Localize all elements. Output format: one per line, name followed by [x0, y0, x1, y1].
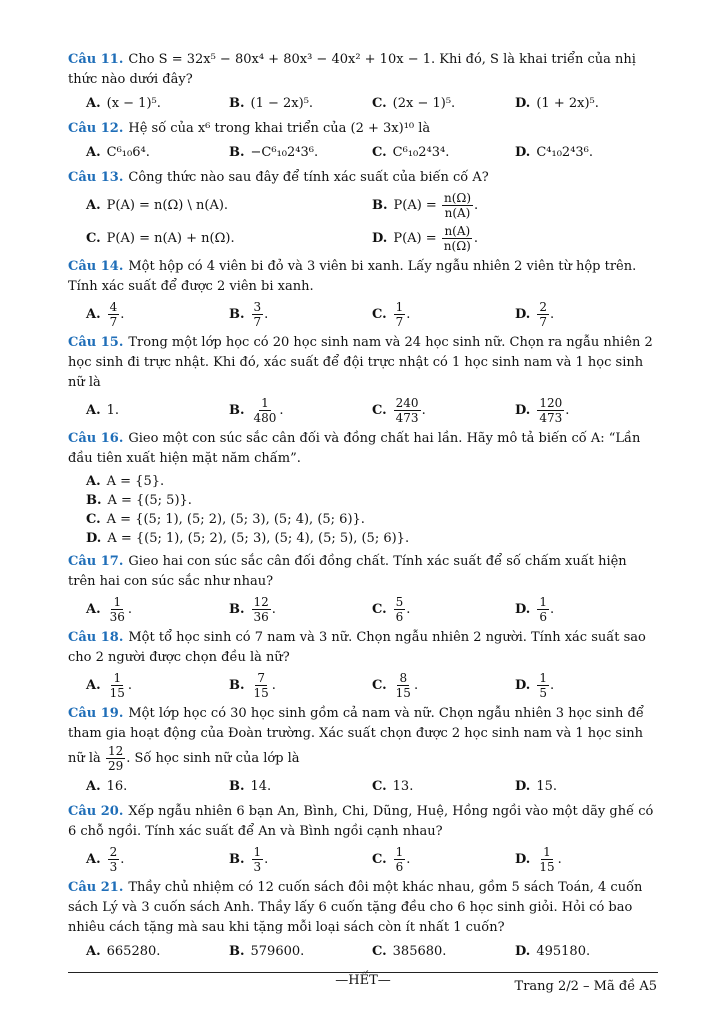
- fraction: [537, 671, 549, 700]
- option-letter: B.: [229, 851, 245, 867]
- numerator: 120: [539, 396, 563, 410]
- option-text: 16.: [106, 779, 128, 794]
- option-suffix: .: [557, 851, 562, 867]
- option-a: [86, 671, 229, 700]
- option-letter: A.: [86, 779, 101, 794]
- option-suffix: .: [474, 197, 479, 213]
- option-d: [515, 142, 658, 164]
- option-c: [372, 941, 515, 963]
- option-d: [515, 595, 658, 624]
- option-prefix: P(A) =: [393, 230, 437, 246]
- option-prefix: P(A) =: [393, 197, 437, 213]
- fraction: [394, 595, 406, 624]
- option-text: P(A) = n(Ω) \ n(A).: [106, 197, 229, 213]
- option-letter: A.: [86, 145, 101, 160]
- question-text-continued: . Số học sinh nữ của lớp là: [126, 751, 300, 766]
- option-c: [372, 300, 515, 329]
- numerator: n(A): [444, 224, 471, 238]
- option-b: [229, 845, 372, 874]
- option-text: 1.: [106, 402, 120, 418]
- option-c: [86, 224, 372, 253]
- option-d: [515, 671, 658, 700]
- option-c: [372, 142, 515, 164]
- numerator: 1: [395, 300, 404, 314]
- option-letter: D.: [515, 944, 531, 959]
- option-d: [372, 224, 658, 253]
- option-text: 15.: [536, 779, 558, 794]
- option-text: −C⁶₁₀2⁴3⁶.: [250, 145, 319, 160]
- denominator: 6: [395, 610, 404, 624]
- footer-divider: [68, 972, 658, 973]
- options-13-row1: [68, 191, 658, 220]
- option-letter: B.: [229, 145, 245, 160]
- options-11: [68, 93, 658, 115]
- page-footer: Trang 2/2 – Mã đề A5: [514, 979, 657, 994]
- question-text: Công thức nào sau đây để tính xác suất của biến cố A?: [128, 170, 489, 185]
- option-c: [86, 510, 658, 529]
- fraction: [252, 671, 271, 700]
- option-letter: A.: [86, 197, 101, 213]
- question-label: Câu 19.: [68, 706, 124, 721]
- option-suffix: .: [279, 402, 284, 418]
- option-letter: D.: [372, 230, 388, 246]
- option-text: A = {5}.: [106, 474, 165, 489]
- option-a: [86, 191, 372, 220]
- denominator: 36: [109, 610, 125, 624]
- options-14: [68, 300, 658, 329]
- option-a: [86, 396, 229, 425]
- denominator: n(A): [444, 206, 471, 220]
- option-letter: B.: [86, 493, 102, 508]
- question-text: Trong một lớp học có 20 học sinh nam và 24 học sinh nữ. Chọn ra ngẫu nhiên 2 học sinh đi trực nhật. Khi đó, xác suất để đội trực nhật có 1 học sinh nam và 1 học sinh nữ là: [68, 335, 653, 390]
- option-d: [515, 845, 658, 874]
- option-text: (1 − 2x)⁵.: [250, 96, 314, 111]
- question-text: Gieo một con súc sắc cân đối và đồng chất hai lần. Hãy mô tả biến cố A: “Lần đầu tiên xuất hiện mặt năm chấm”.: [68, 431, 641, 466]
- fraction: [442, 191, 473, 220]
- numerator: 1: [253, 845, 262, 859]
- option-a: [86, 595, 229, 624]
- option-letter: D.: [515, 96, 531, 111]
- option-suffix: .: [120, 306, 125, 322]
- option-letter: C.: [372, 677, 387, 693]
- option-suffix: .: [120, 851, 125, 867]
- end-marker: —HẾT—: [335, 973, 391, 988]
- option-suffix: .: [264, 851, 269, 867]
- question-label: Câu 17.: [68, 554, 124, 569]
- option-text: P(A) = n(A) + n(Ω).: [106, 230, 235, 246]
- option-letter: B.: [229, 601, 245, 617]
- question-text: Thầy chủ nhiệm có 12 cuốn sách đôi một khác nhau, gồm 5 sách Toán, 4 cuốn sách Lý và 3 cuốn sách Anh. Thầy lấy 6 cuốn tặng đều cho 6 học sinh giỏi. Hỏi có bao nhiêu cách tặng mà sau khi tặng mỗi loại sách còn ít nhất 1 cuốn?: [68, 880, 643, 935]
- numerator: 7: [257, 671, 265, 685]
- question-19: [68, 704, 658, 773]
- option-b: [229, 776, 372, 798]
- denominator: 3: [253, 860, 262, 874]
- option-text: 385680.: [392, 944, 447, 959]
- option-b: [229, 671, 372, 700]
- fraction: [442, 224, 473, 253]
- option-letter: D.: [515, 851, 531, 867]
- option-letter: B.: [229, 677, 245, 693]
- question-label: Câu 11.: [68, 52, 124, 67]
- option-text: A = {(5; 1), (5; 2), (5; 3), (5; 4), (5; 6)}.: [106, 512, 365, 527]
- option-text: C⁶₁₀6⁴.: [106, 145, 150, 160]
- option-letter: D.: [515, 306, 531, 322]
- options-20: [68, 845, 658, 874]
- numerator: 5: [395, 595, 404, 609]
- option-text: 14.: [250, 779, 272, 794]
- option-b: [229, 396, 372, 425]
- question-text: Hệ số của x⁶ trong khai triển của (2 + 3x)¹⁰ là: [128, 121, 431, 136]
- fraction: [108, 845, 120, 874]
- numerator: 1: [261, 396, 269, 410]
- option-letter: D.: [515, 779, 531, 794]
- option-suffix: .: [127, 677, 133, 693]
- option-suffix: .: [565, 402, 570, 418]
- numerator: 1: [539, 595, 547, 609]
- denominator: 15: [253, 686, 269, 700]
- numerator: 1: [543, 845, 551, 859]
- question-text: Gieo hai con súc sắc cân đối đồng chất. Tính xác suất để số chấm xuất hiện trên hai con súc sắc như nhau?: [68, 554, 627, 589]
- fraction: [394, 396, 421, 425]
- option-suffix: .: [473, 230, 478, 246]
- fraction: [252, 300, 264, 329]
- option-suffix: .: [549, 601, 555, 617]
- fraction: [394, 845, 406, 874]
- option-a: [86, 776, 229, 798]
- question-17: [68, 552, 658, 592]
- option-text: 579600.: [250, 944, 305, 959]
- numerator: 4: [109, 300, 118, 314]
- option-c: [372, 396, 515, 425]
- option-letter: A.: [86, 677, 101, 693]
- question-text: Một lớp học có 30 học sinh gồm cả nam và nữ. Chọn ngẫu nhiên 3 học sinh để tham gia hoạt động của Đoàn trường. Xác suất chọn được 2 học sinh nam và 1 học sinh nữ là: [68, 706, 644, 766]
- option-suffix: .: [406, 601, 411, 617]
- option-letter: A.: [86, 306, 101, 322]
- option-letter: C.: [372, 851, 387, 867]
- option-text: 13.: [392, 779, 414, 794]
- option-b: [229, 595, 372, 624]
- option-a: [86, 93, 229, 115]
- denominator: n(Ω): [443, 239, 471, 253]
- options-21: [68, 941, 658, 963]
- question-label: Câu 18.: [68, 630, 124, 645]
- option-c: [372, 776, 515, 798]
- numerator: 1: [539, 671, 547, 685]
- denominator: 7: [539, 315, 547, 329]
- fraction: [537, 845, 556, 874]
- fraction: [537, 396, 564, 425]
- option-suffix: .: [413, 677, 419, 693]
- fraction: [537, 595, 549, 624]
- option-letter: C.: [86, 230, 101, 246]
- question-text: Xếp ngẫu nhiên 6 bạn An, Bình, Chi, Dũng, Huệ, Hồng ngồi vào một dãy ghế có 6 chỗ ngồi. Tính xác suất để An và Bình ngồi cạnh nhau?: [68, 804, 654, 839]
- option-letter: A.: [86, 851, 101, 867]
- option-suffix: .: [271, 601, 276, 617]
- option-suffix: .: [549, 677, 555, 693]
- options-16: [68, 472, 658, 548]
- option-c: [372, 93, 515, 115]
- fraction: [108, 595, 127, 624]
- fraction: [106, 744, 125, 773]
- option-d: [515, 300, 658, 329]
- option-text: (2x − 1)⁵.: [392, 96, 456, 111]
- option-text: (x − 1)⁵.: [106, 96, 161, 111]
- option-suffix: .: [406, 306, 411, 322]
- numerator: 12: [107, 744, 124, 758]
- option-suffix: .: [271, 677, 276, 693]
- options-13-row2: [68, 224, 658, 253]
- option-letter: C.: [372, 402, 387, 418]
- option-d: [515, 396, 658, 425]
- numerator: n(Ω): [443, 191, 472, 205]
- option-d: [515, 93, 658, 115]
- option-b: [229, 93, 372, 115]
- option-b: [229, 941, 372, 963]
- numerator: 2: [539, 300, 547, 314]
- option-d: [515, 776, 658, 798]
- numerator: 1: [113, 671, 122, 685]
- question-text: Cho S = 32x⁵ − 80x⁴ + 80x³ − 40x² + 10x − 1. Khi đó, S là khai triển của nhị thức nào dưới đây?: [68, 52, 636, 87]
- question-20: [68, 802, 658, 842]
- fraction: [252, 845, 264, 874]
- option-text: 495180.: [536, 944, 591, 959]
- option-b: [372, 191, 658, 220]
- denominator: 7: [253, 315, 262, 329]
- denominator: 3: [109, 860, 118, 874]
- denominator: 15: [539, 860, 555, 874]
- fraction: [252, 595, 271, 624]
- option-letter: C.: [372, 779, 387, 794]
- options-15: [68, 396, 658, 425]
- question-text: Một tổ học sinh có 7 nam và 3 nữ. Chọn ngẫu nhiên 2 người. Tính xác suất sao cho 2 người được chọn đều là nữ?: [68, 630, 646, 665]
- option-text: 665280.: [106, 944, 161, 959]
- question-15: [68, 333, 658, 393]
- question-18: [68, 628, 658, 668]
- options-17: [68, 595, 658, 624]
- option-letter: B.: [229, 402, 245, 418]
- option-suffix: .: [549, 306, 555, 322]
- option-text: C⁴₁₀2⁴3⁶.: [536, 145, 594, 160]
- option-letter: B.: [229, 96, 245, 111]
- options-12: [68, 142, 658, 164]
- option-a: [86, 941, 229, 963]
- option-c: [372, 671, 515, 700]
- option-letter: C.: [372, 96, 387, 111]
- numerator: 12: [253, 595, 269, 609]
- question-label: Câu 13.: [68, 170, 124, 185]
- option-letter: C.: [372, 145, 387, 160]
- option-letter: A.: [86, 601, 101, 617]
- question-11: [68, 50, 658, 90]
- option-letter: D.: [515, 145, 531, 160]
- fraction: [108, 671, 127, 700]
- options-18: [68, 671, 658, 700]
- option-letter: A.: [86, 96, 101, 111]
- option-letter: B.: [229, 779, 245, 794]
- denominator: 7: [109, 315, 118, 329]
- denominator: 5: [539, 686, 547, 700]
- numerator: 1: [113, 595, 122, 609]
- option-b: [229, 142, 372, 164]
- option-letter: B.: [229, 306, 245, 322]
- option-letter: D.: [515, 601, 531, 617]
- option-d: [515, 941, 658, 963]
- question-label: Câu 20.: [68, 804, 124, 819]
- option-letter: D.: [515, 402, 531, 418]
- fraction: [394, 671, 413, 700]
- denominator: 7: [395, 315, 404, 329]
- question-21: [68, 878, 658, 938]
- numerator: 3: [253, 300, 262, 314]
- option-letter: C.: [372, 306, 387, 322]
- denominator: 480: [253, 411, 277, 425]
- option-a: [86, 300, 229, 329]
- fraction: [394, 300, 406, 329]
- option-text: C⁶₁₀2⁴3⁴.: [392, 145, 450, 160]
- option-letter: D.: [515, 677, 531, 693]
- denominator: 473: [539, 411, 563, 425]
- question-label: Câu 16.: [68, 431, 124, 446]
- option-a: [86, 142, 229, 164]
- option-letter: C.: [372, 601, 387, 617]
- option-text: A = {(5; 5)}.: [107, 493, 192, 508]
- question-16: [68, 429, 658, 469]
- option-b: [86, 491, 658, 510]
- option-suffix: .: [127, 601, 133, 617]
- fraction: [537, 300, 549, 329]
- option-a: [86, 845, 229, 874]
- option-letter: B.: [372, 197, 388, 213]
- question-label: Câu 12.: [68, 121, 124, 136]
- option-letter: A.: [86, 474, 101, 489]
- question-label: Câu 21.: [68, 880, 124, 895]
- option-letter: C.: [372, 944, 387, 959]
- numerator: 1: [395, 845, 404, 859]
- option-c: [372, 595, 515, 624]
- option-letter: B.: [229, 944, 245, 959]
- option-letter: D.: [86, 531, 102, 546]
- question-label: Câu 15.: [68, 335, 124, 350]
- option-letter: A.: [86, 402, 101, 418]
- denominator: 6: [395, 860, 404, 874]
- numerator: 2: [109, 845, 118, 859]
- option-d: [86, 529, 658, 548]
- option-text: (1 + 2x)⁵.: [536, 96, 599, 111]
- options-19: [68, 776, 658, 798]
- denominator: 15: [395, 686, 411, 700]
- question-13: [68, 168, 658, 188]
- denominator: 15: [109, 686, 125, 700]
- numerator: 8: [399, 671, 408, 685]
- option-suffix: .: [421, 402, 426, 418]
- question-12: [68, 119, 658, 139]
- option-c: [372, 845, 515, 874]
- denominator: 36: [253, 610, 269, 624]
- option-suffix: .: [406, 851, 411, 867]
- fraction: [252, 396, 279, 425]
- denominator: 29: [107, 759, 124, 773]
- option-a: [86, 472, 658, 491]
- option-text: A = {(5; 1), (5; 2), (5; 3), (5; 4), (5; 5), (5; 6)}.: [107, 531, 410, 546]
- denominator: 6: [539, 610, 547, 624]
- option-b: [229, 300, 372, 329]
- numerator: 240: [395, 396, 419, 410]
- exam-page: [68, 50, 658, 988]
- question-text: Một hộp có 4 viên bi đỏ và 3 viên bi xanh. Lấy ngẫu nhiên 2 viên từ hộp trên. Tính xác suất để được 2 viên bi xanh.: [68, 259, 637, 294]
- option-suffix: .: [264, 306, 269, 322]
- fraction: [108, 300, 120, 329]
- option-letter: A.: [86, 944, 101, 959]
- denominator: 473: [395, 411, 419, 425]
- question-label: Câu 14.: [68, 259, 124, 274]
- option-letter: C.: [86, 512, 101, 527]
- question-14: [68, 257, 658, 297]
